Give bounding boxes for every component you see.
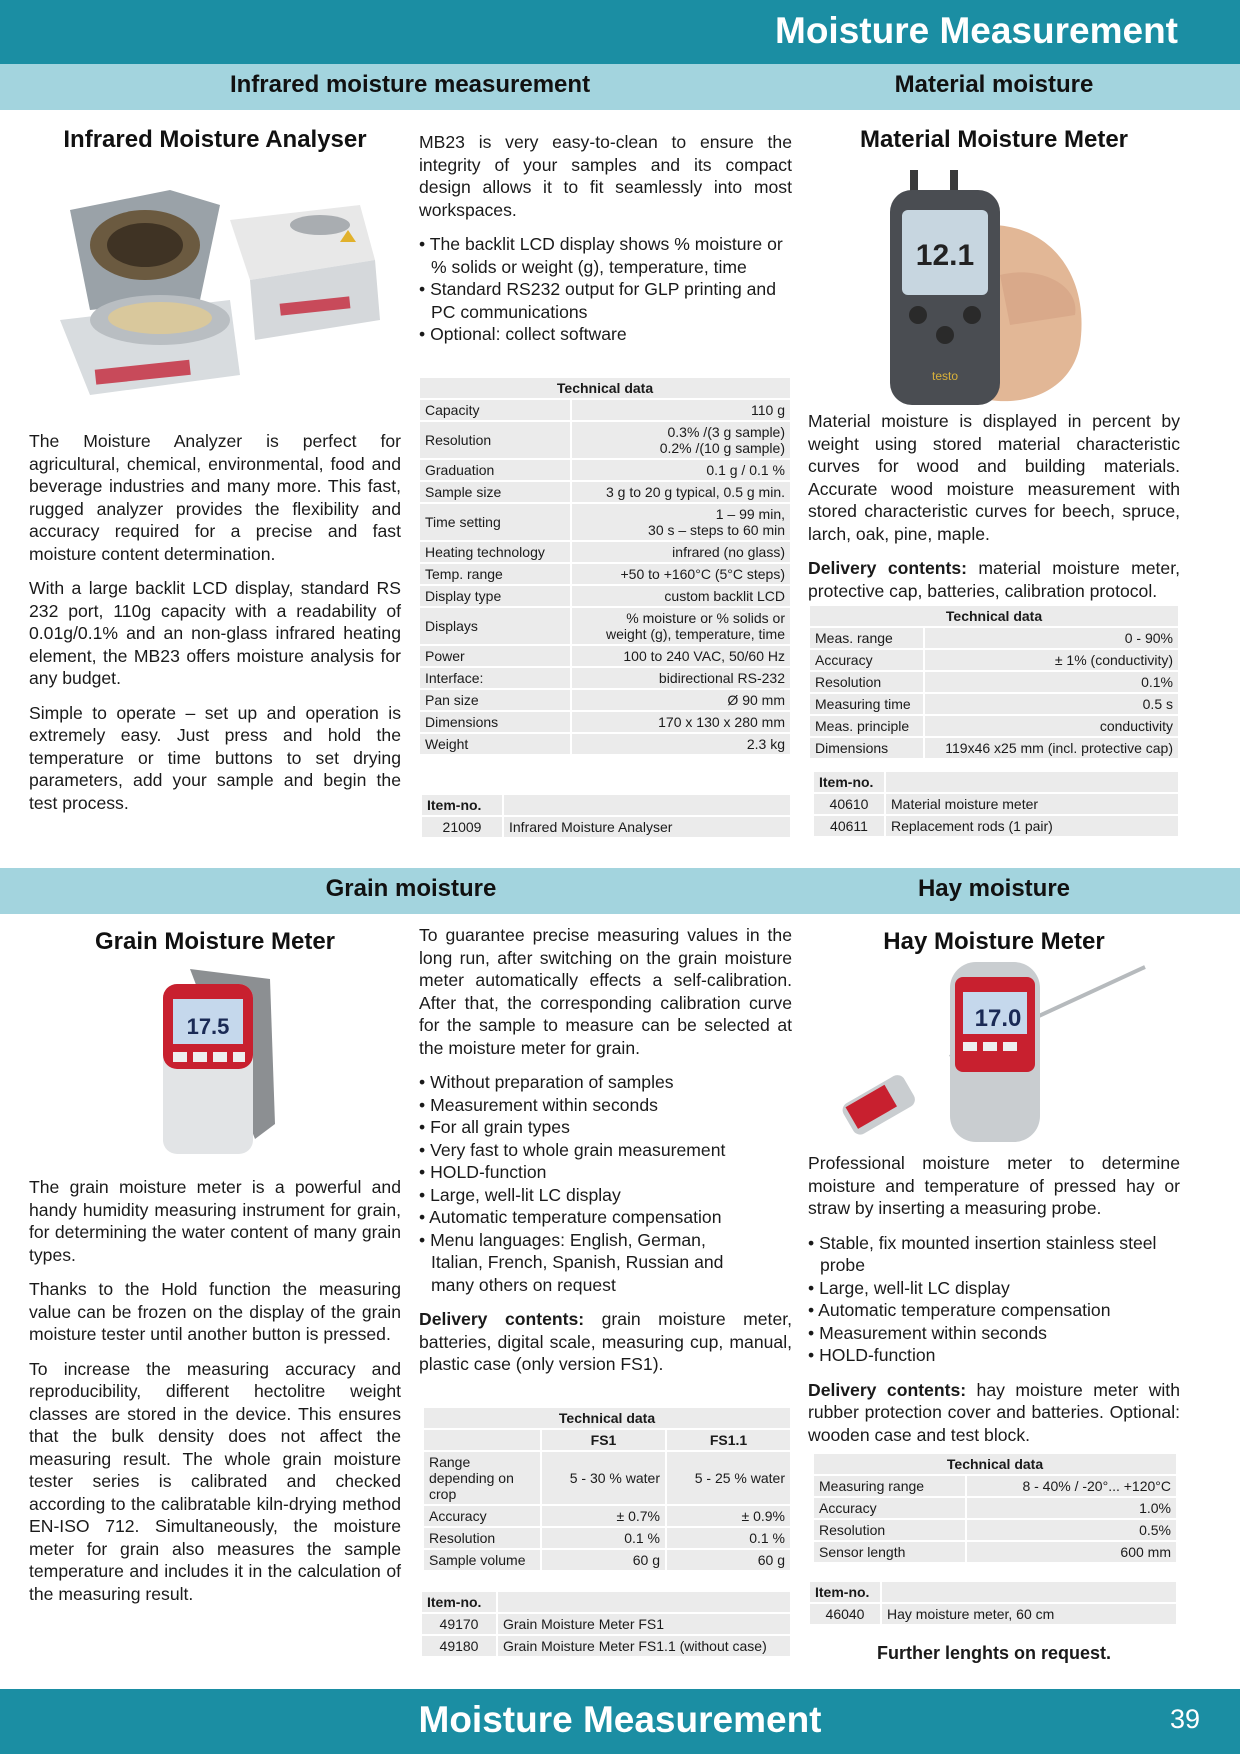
- bullet-item: • Stable, fix mounted insertion stainless steel probe: [808, 1232, 1180, 1277]
- tech-value: 5 - 30 % water: [542, 1452, 665, 1504]
- delivery-text: grain moisture meter, batteries, digital scale, measuring cup, manual, plastic case (only version FS1).: [419, 1309, 793, 1374]
- material-item-table: [812, 770, 1180, 838]
- tech-row: [810, 650, 1178, 670]
- bullet-item: • Without preparation of samples: [419, 1071, 792, 1094]
- tech-row: [420, 646, 790, 666]
- footer-bar: [0, 1689, 1240, 1754]
- tech-row: [420, 712, 790, 732]
- item-row: [422, 817, 790, 837]
- tech-table-title: Technical data: [810, 606, 1178, 626]
- tech-value: 2.3 kg: [572, 734, 790, 754]
- tech-label: Sample volume: [424, 1550, 540, 1570]
- tech-row: [420, 586, 790, 606]
- tech-label: Interface:: [420, 668, 570, 688]
- tech-value: 119x46 x25 mm (incl. protective cap): [925, 738, 1178, 758]
- tech-row: [424, 1528, 790, 1548]
- tech-value: 0.1 g / 0.1 %: [572, 460, 790, 480]
- tech-label: Resolution: [810, 672, 923, 692]
- tech-value: bidirectional RS-232: [572, 668, 790, 688]
- tech-row: [420, 460, 790, 480]
- bullet-item: • Very fast to whole grain measurement: [419, 1139, 792, 1162]
- hay-tech-table-wrap: [812, 1452, 1178, 1564]
- infrared-paragraph-2: With a large backlit LCD display, standard RS 232 port, 110g capacity with a readability of 0.01g/0.1% and an non-glass infrared heating element, the MB23 offers moisture analysis for any budget.: [29, 578, 401, 688]
- tech-row: [420, 564, 790, 584]
- tech-value: infrared (no glass): [572, 542, 790, 562]
- tech-row: [420, 482, 790, 502]
- bullet-item: • Automatic temperature compensation: [419, 1206, 792, 1229]
- footer-title: Moisture Measurement: [418, 1699, 822, 1740]
- tech-label: Temp. range: [420, 564, 570, 584]
- tech-value: 0.1 %: [542, 1528, 665, 1548]
- tech-label: Displays: [420, 608, 570, 644]
- tech-label: Power: [420, 646, 570, 666]
- item-no-header: Item-no.: [422, 1592, 496, 1612]
- tech-label: Time setting: [420, 504, 570, 540]
- bullet-item: • HOLD-function: [419, 1161, 792, 1184]
- tech-row: [814, 1476, 1176, 1496]
- item-number: 46040: [810, 1604, 880, 1624]
- item-number: 21009: [422, 817, 502, 837]
- item-no-header: Item-no.: [422, 795, 502, 815]
- delivery-text: hay moisture meter with rubber protection cover and batteries. Optional: wooden case and test block.: [808, 1379, 1180, 1445]
- hay-tech-table: [812, 1452, 1178, 1564]
- item-number: 49180: [422, 1636, 496, 1656]
- section-title-grain: Grain moisture: [325, 875, 497, 902]
- tech-label: Pan size: [420, 690, 570, 710]
- tech-value: 8 - 40% / -20°... +120°C: [967, 1476, 1176, 1496]
- hay-bullets: [808, 1232, 1180, 1367]
- tech-value: 60 g: [542, 1550, 665, 1570]
- tech-value: 3 g to 20 g typical, 0.5 g min.: [572, 482, 790, 502]
- bullet-item: • The backlit LCD display shows % moisture or % solids or weight (g), temperature, time: [419, 233, 792, 278]
- tech-value: 0.1%: [925, 672, 1178, 692]
- tech-label: Weight: [420, 734, 570, 754]
- tech-row: [424, 1452, 790, 1504]
- item-number: 49170: [422, 1614, 496, 1634]
- tech-value: 1 – 99 min, 30 s – steps to 60 min: [572, 504, 790, 540]
- infrared-tech-table-wrap: [418, 376, 792, 756]
- bullet-item: • HOLD-function: [808, 1344, 1180, 1367]
- tech-table-title: Technical data: [424, 1408, 790, 1428]
- bullet-item: • Large, well-lit LC display: [419, 1184, 792, 1207]
- bullet-item: • Measurement within seconds: [808, 1322, 1180, 1345]
- tech-row: [424, 1550, 790, 1570]
- header-bar: [0, 0, 1240, 64]
- tech-label: Meas. range: [810, 628, 923, 648]
- bullet-item: • Optional: collect software: [419, 323, 792, 346]
- tech-value: 600 mm: [967, 1542, 1176, 1562]
- tech-row: [420, 734, 790, 754]
- material-title: Material Moisture Meter: [859, 126, 1129, 153]
- tech-row: [814, 1542, 1176, 1562]
- delivery-label: Delivery contents:: [419, 1309, 585, 1329]
- tech-label: Accuracy: [810, 650, 923, 670]
- tech-row: [420, 422, 790, 458]
- tech-row: [420, 542, 790, 562]
- tech-value: 100 to 240 VAC, 50/60 Hz: [572, 646, 790, 666]
- grain-paragraph-1: The grain moisture meter is a powerful and handy humidity measuring instrument for grain, for determining the water content of many grain types.: [29, 1177, 401, 1265]
- tech-value: 0.1 %: [667, 1528, 790, 1548]
- infrared-tech-table: [418, 376, 792, 756]
- infrared-paragraph-1: The Moisture Analyzer is perfect for agricultural, chemical, environmental, food and beverage industries and many more. This fast, rugged analyzer provides the flexibility and accuracy required for a precise and fast moisture content determination.: [29, 431, 401, 564]
- tech-label: Sample size: [420, 482, 570, 502]
- hay-item-table-wrap: [808, 1580, 1178, 1626]
- section-band-bottom: [0, 868, 1240, 914]
- page-number: 39: [1169, 1704, 1200, 1734]
- section-title-infrared: Infrared moisture measurement: [229, 71, 591, 98]
- grain-tech-table: [422, 1406, 792, 1572]
- grain-paragraph-4: To guarantee precise measuring values in the long run, after switching on the grain moisture meter automatically effects a self-calibration. After that, the corresponding calibration curve for the sample to measure can be selected at the moisture meter for grain.: [419, 925, 792, 1058]
- tech-value: +50 to +160°C (5°C steps): [572, 564, 790, 584]
- item-description: Grain Moisture Meter FS1: [498, 1614, 790, 1634]
- grain-middle-column: [419, 924, 792, 1376]
- tech-row: [420, 690, 790, 710]
- tech-col-fs11: FS1.1: [667, 1430, 790, 1450]
- tech-value: 0.5%: [967, 1520, 1176, 1540]
- material-paragraph-1: Material moisture is displayed in percent by weight using stored material characteristic curves for wood and building materials. Accurate wood moisture measurement with stored characteristic curves for beech, spruce, larch, oak, pine, maple.: [808, 411, 1180, 544]
- tech-value: 1.0%: [967, 1498, 1176, 1518]
- tech-table-title: Technical data: [420, 378, 790, 398]
- item-number: 40610: [814, 794, 884, 814]
- item-description: Grain Moisture Meter FS1.1 (without case): [498, 1636, 790, 1656]
- tech-label: Measuring time: [810, 694, 923, 714]
- item-row: [814, 794, 1178, 814]
- tech-value: ± 0.7%: [542, 1506, 665, 1526]
- tech-value: 110 g: [572, 400, 790, 420]
- grain-item-table: [420, 1590, 792, 1658]
- tech-value: custom backlit LCD: [572, 586, 790, 606]
- item-no-header: Item-no.: [810, 1582, 880, 1602]
- material-tech-table: [808, 604, 1180, 760]
- tech-label: Graduation: [420, 460, 570, 480]
- bullet-item: • For all grain types: [419, 1116, 792, 1139]
- tech-row: [810, 672, 1178, 692]
- item-row: [810, 1604, 1176, 1624]
- item-row: [422, 1636, 790, 1656]
- material-description: [808, 410, 1180, 602]
- grain-left-column: [29, 928, 401, 956]
- delivery-label: Delivery contents:: [808, 558, 967, 578]
- tech-label: Resolution: [420, 422, 570, 458]
- tech-value: Ø 90 mm: [572, 690, 790, 710]
- hay-column: [808, 928, 1180, 956]
- material-tech-table-wrap: [808, 604, 1180, 760]
- delivery-text: material moisture meter, protective cap, batteries, calibration protocol.: [808, 558, 1180, 601]
- tech-label: Range depending on crop: [424, 1452, 540, 1504]
- header-title: Moisture Measurement: [775, 10, 1178, 51]
- tech-row: [814, 1498, 1176, 1518]
- tech-row: [814, 1520, 1176, 1540]
- tech-row: [424, 1506, 790, 1526]
- grain-paragraph-2: Thanks to the Hold function the measuring value can be frozen on the display of the grain moisture tester until another button is pressed.: [29, 1279, 401, 1344]
- grain-meter-readout: 17.5: [186, 1014, 230, 1039]
- infrared-left-column: [29, 126, 401, 154]
- tech-label: Accuracy: [424, 1506, 540, 1526]
- tech-label: Measuring range: [814, 1476, 965, 1496]
- tech-row: [810, 628, 1178, 648]
- tech-value: 0.5 s: [925, 694, 1178, 714]
- tech-value: 0 - 90%: [925, 628, 1178, 648]
- tech-label: Accuracy: [814, 1498, 965, 1518]
- tech-value: ± 0.9%: [667, 1506, 790, 1526]
- material-delivery: [808, 557, 1180, 602]
- item-row: [814, 816, 1178, 836]
- infrared-paragraph-4: MB23 is very easy-to-clean to ensure the integrity of your samples and its compact design allows it to fit seamlessly into most workspaces.: [419, 132, 792, 220]
- grain-title: Grain Moisture Meter: [94, 928, 336, 955]
- infrared-paragraph-3: Simple to operate – set up and operation is extremely easy. Just press and hold the temperature or time buttons to set drying parameters, add your sample and begin the test process.: [29, 702, 401, 813]
- material-meter-image: [870, 165, 1100, 405]
- tech-label: Dimensions: [420, 712, 570, 732]
- bullet-item: • Standard RS232 output for GLP printing and PC communications: [419, 278, 792, 323]
- tech-label: Sensor length: [814, 1542, 965, 1562]
- item-description: Material moisture meter: [886, 794, 1178, 814]
- infrared-item-table-wrap: [420, 793, 792, 839]
- bullet-item: • Automatic temperature compensation: [808, 1299, 1180, 1322]
- tech-label: Resolution: [814, 1520, 965, 1540]
- material-column: [808, 126, 1180, 154]
- hay-meter-image: [840, 962, 1150, 1142]
- item-row: [422, 1614, 790, 1634]
- bullet-item: • Measurement within seconds: [419, 1094, 792, 1117]
- item-description: Infrared Moisture Analyser: [504, 817, 790, 837]
- bullet-item: • Large, well-lit LC display: [808, 1277, 1180, 1300]
- delivery-label: Delivery contents:: [808, 1379, 967, 1400]
- section-title-hay: Hay moisture: [917, 875, 1071, 902]
- hay-title: Hay Moisture Meter: [883, 928, 1105, 955]
- tech-row: [420, 668, 790, 688]
- material-meter-brand: testo: [931, 369, 959, 383]
- infrared-title: Infrared Moisture Analyser: [63, 126, 367, 153]
- infrared-item-table: [420, 793, 792, 839]
- tech-value: 170 x 130 x 280 mm: [572, 712, 790, 732]
- infrared-bullets: [419, 233, 792, 346]
- item-description: Hay moisture meter, 60 cm: [882, 1604, 1176, 1624]
- hay-meter-readout: 17.0: [974, 1005, 1022, 1032]
- tech-row: [810, 738, 1178, 758]
- tech-label: Meas. principle: [810, 716, 923, 736]
- hay-paragraph-1: Professional moisture meter to determine moisture and temperature of pressed hay or straw by inserting a measuring probe.: [808, 1153, 1180, 1218]
- grain-tech-table-wrap: [422, 1406, 792, 1572]
- grain-item-table-wrap: [420, 1590, 792, 1658]
- tech-value: 5 - 25 % water: [667, 1452, 790, 1504]
- tech-table-title: Technical data: [814, 1454, 1176, 1474]
- material-meter-readout: 12.1: [915, 239, 975, 272]
- tech-row: [420, 608, 790, 644]
- infrared-middle-column: [419, 131, 792, 346]
- tech-row: [420, 400, 790, 420]
- tech-label: Display type: [420, 586, 570, 606]
- hay-description: [808, 1152, 1180, 1446]
- tech-value: 60 g: [667, 1550, 790, 1570]
- item-no-header: Item-no.: [814, 772, 884, 792]
- tech-row: [810, 716, 1178, 736]
- hay-note-wrap: [808, 1643, 1180, 1664]
- grain-bullets: [419, 1071, 792, 1296]
- hay-note: Further lenghts on request.: [876, 1643, 1112, 1663]
- bullet-item: • Menu languages: English, German, Italian, French, Spanish, Russian and many others on request: [419, 1229, 792, 1297]
- tech-label: Heating technology: [420, 542, 570, 562]
- grain-delivery: [419, 1308, 792, 1376]
- tech-label: Capacity: [420, 400, 570, 420]
- tech-label: Resolution: [424, 1528, 540, 1548]
- tech-value: conductivity: [925, 716, 1178, 736]
- section-title-material: Material moisture: [894, 71, 1094, 98]
- tech-row: [810, 694, 1178, 714]
- tech-label: Dimensions: [810, 738, 923, 758]
- tech-value: % moisture or % solids or weight (g), temperature, time: [572, 608, 790, 644]
- grain-paragraph-3: To increase the measuring accuracy and reproducibility, different hectolitre weight classes are stored in the device. This ensures that the bulk density does not affect the measuring result. The whole grain moisture tester series is calibrated and checked according to the calibratable kiln-drying method EN-ISO 712. Simultaneously, the moisture meter for grain also measures the sample temperature and includes it in the calculation of the measuring result.: [29, 1358, 401, 1604]
- section-band-top: [0, 64, 1240, 110]
- hay-delivery: [808, 1379, 1180, 1447]
- infrared-analyser-image: [50, 180, 380, 408]
- material-item-table-wrap: [812, 770, 1180, 838]
- tech-value: 0.3% /(3 g sample) 0.2% /(10 g sample): [572, 422, 790, 458]
- item-description: Replacement rods (1 pair): [886, 816, 1178, 836]
- tech-col-fs1: FS1: [542, 1430, 665, 1450]
- grain-description: [29, 1176, 401, 1605]
- item-number: 40611: [814, 816, 884, 836]
- infrared-description: [29, 430, 401, 814]
- grain-meter-image: [155, 964, 285, 1164]
- tech-row: [420, 504, 790, 540]
- tech-value: ± 1% (conductivity): [925, 650, 1178, 670]
- hay-item-table: [808, 1580, 1178, 1626]
